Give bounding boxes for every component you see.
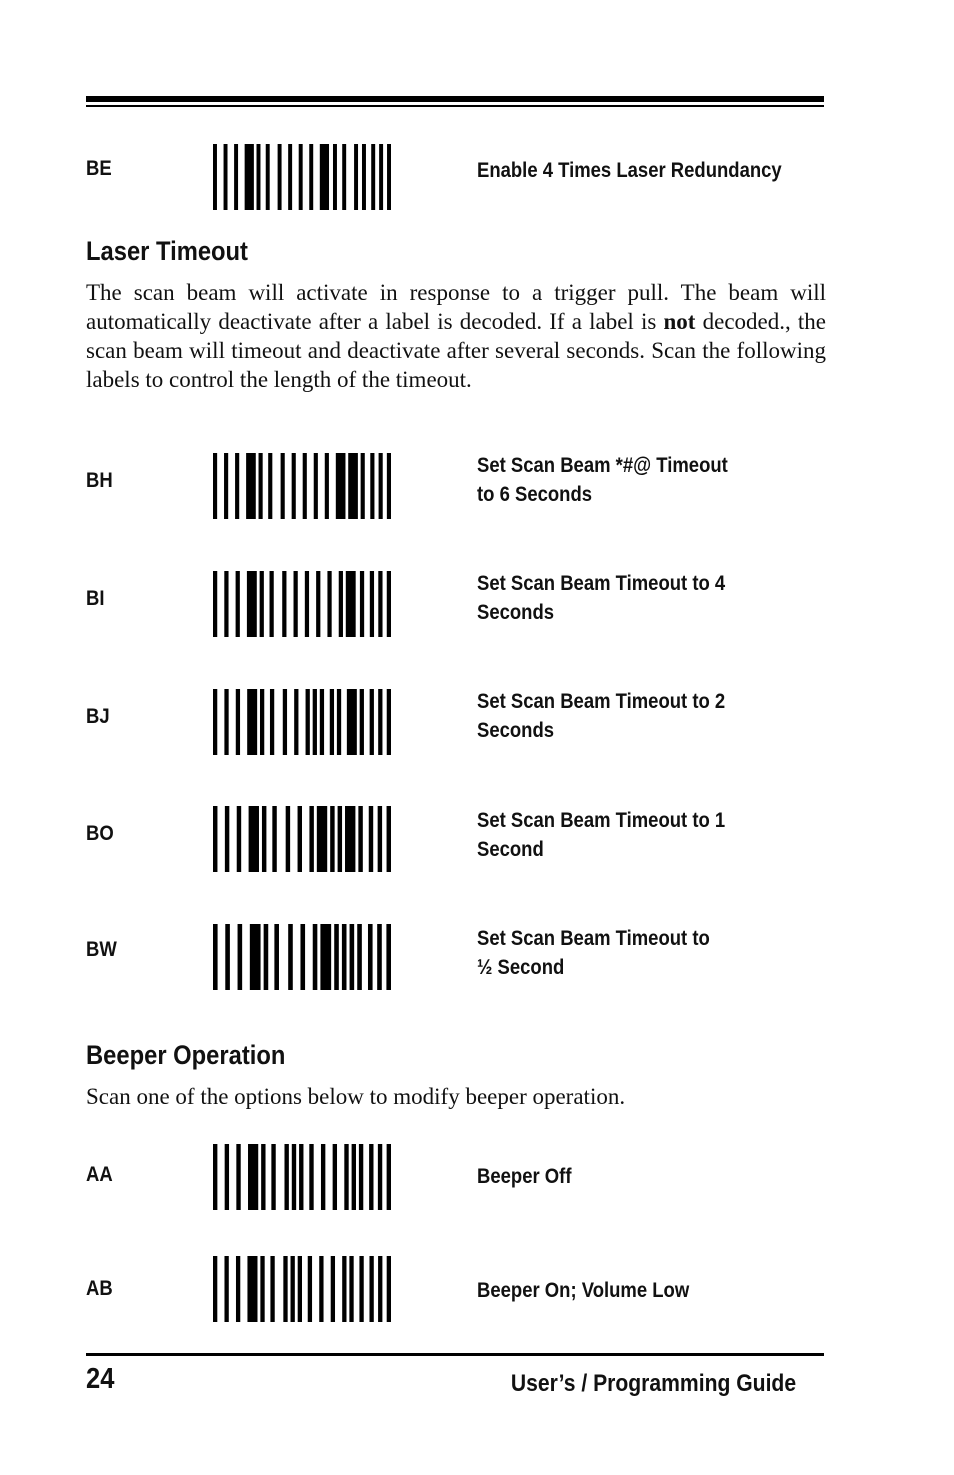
- barcode-be: [213, 144, 391, 210]
- barcode-bar: [317, 806, 327, 872]
- barcode-bar: [342, 1256, 346, 1322]
- barcode-bar: [305, 571, 309, 637]
- row-code: BJ: [86, 705, 110, 728]
- barcode-bar: [259, 453, 263, 519]
- barcode-bar: [360, 571, 364, 637]
- barcode-bar: [213, 144, 217, 210]
- row-code: BH: [86, 469, 113, 492]
- para-text: decoded., the scan beam will timeout and deactivate after several seconds. Scan the following labels to control the length of the timeout.: [86, 309, 827, 392]
- footer-rule: [86, 1353, 824, 1356]
- barcode-bar: [377, 924, 382, 990]
- barcode-bar: [213, 924, 218, 990]
- barcode-bar: [268, 453, 272, 519]
- barcode-bar: [213, 1256, 217, 1322]
- barcode-bar: [260, 571, 264, 637]
- barcode-aa: [213, 1144, 391, 1210]
- barcode-bar: [274, 924, 279, 990]
- barcode-bar: [352, 1144, 356, 1210]
- barcode-bar: [224, 689, 228, 755]
- barcode-bar: [249, 806, 259, 872]
- barcode-bar: [327, 571, 331, 637]
- barcode-bar: [213, 571, 217, 637]
- barcode-bar: [314, 453, 318, 519]
- barcode-bar: [213, 453, 217, 519]
- barcode-bar: [387, 571, 391, 637]
- barcode-bar: [236, 1256, 240, 1322]
- barcode-bar: [234, 144, 238, 210]
- barcode-bar: [270, 1256, 274, 1322]
- barcode-bar: [345, 806, 355, 872]
- barcode-bar: [370, 453, 374, 519]
- barcode-bar: [370, 571, 374, 637]
- barcode-row-aa: [86, 1144, 824, 1210]
- barcode-bar: [247, 571, 257, 637]
- barcode-bar: [337, 689, 341, 755]
- row-label-line: Set Scan Beam *#@ Timeout: [477, 454, 728, 477]
- row-label: [477, 569, 725, 627]
- barcode-bar: [248, 1144, 258, 1210]
- row-label: [477, 687, 725, 745]
- barcode-bar: [225, 924, 230, 990]
- barcode-bar: [298, 1256, 302, 1322]
- barcode-bar: [225, 1144, 229, 1210]
- barcode-bj: [213, 689, 391, 755]
- barcode-bar: [369, 1256, 373, 1322]
- barcode-bar: [306, 689, 310, 755]
- barcode-bar: [369, 806, 373, 872]
- barcode-bar: [299, 1144, 303, 1210]
- row-label-line: Enable 4 Times Laser Redundancy: [477, 159, 782, 182]
- barcode-bar: [387, 453, 391, 519]
- barcode-bar: [292, 1144, 296, 1210]
- para-bold: not: [663, 309, 696, 334]
- barcode-bar: [286, 806, 290, 872]
- barcode-bar: [224, 144, 228, 210]
- barcode-bar: [281, 453, 285, 519]
- barcode-bar: [320, 689, 324, 755]
- row-label: [477, 451, 728, 509]
- barcode-bar: [387, 1256, 391, 1322]
- barcode-bar: [278, 144, 282, 210]
- barcode-bar: [325, 453, 329, 519]
- barcode-bw: [213, 924, 391, 990]
- barcode-bar: [387, 806, 391, 872]
- row-label-line: to 6 Seconds: [477, 483, 593, 506]
- row-label: [477, 1162, 571, 1191]
- row-label-line: Second: [477, 838, 544, 861]
- barcode-bar: [282, 571, 286, 637]
- barcode-bar: [260, 1256, 264, 1322]
- barcode-bar: [350, 924, 355, 990]
- barcode-bar: [316, 571, 320, 637]
- laser-timeout-paragraph: [86, 278, 826, 394]
- barcode-row-bo: [86, 806, 824, 872]
- barcode-bo: [213, 806, 391, 872]
- barcode-bar: [294, 689, 298, 755]
- barcode-bar: [333, 1144, 337, 1210]
- barcode-bar: [362, 144, 366, 210]
- barcode-bar: [245, 144, 254, 210]
- barcode-bar: [321, 1144, 325, 1210]
- barcode-bar: [360, 689, 364, 755]
- barcode-bar: [387, 1144, 391, 1210]
- barcode-bar: [291, 1256, 295, 1322]
- barcode-bar: [348, 453, 358, 519]
- barcode-bar: [213, 1144, 217, 1210]
- barcode-bar: [284, 1144, 288, 1210]
- barcode-bar: [359, 1256, 363, 1322]
- barcode-bar: [357, 924, 362, 990]
- barcode-bar: [250, 924, 261, 990]
- barcode-bar: [371, 144, 375, 210]
- row-code: BE: [86, 157, 112, 180]
- row-label-line: Set Scan Beam Timeout to: [477, 927, 710, 950]
- barcode-row-ab: [86, 1256, 824, 1322]
- row-label-line: Set Scan Beam Timeout to 2: [477, 690, 726, 713]
- section-heading-laser-timeout: Laser Timeout: [86, 236, 248, 266]
- barcode-row-bh: [86, 453, 824, 519]
- barcode-bar: [361, 453, 365, 519]
- barcode-bar: [338, 806, 342, 872]
- barcode-bar: [224, 1256, 228, 1322]
- barcode-bar: [225, 806, 229, 872]
- barcode-bar: [292, 453, 296, 519]
- row-label-line: Set Scan Beam Timeout to 4: [477, 572, 726, 595]
- barcode-bar: [213, 689, 217, 755]
- barcode-bar: [283, 689, 287, 755]
- barcode-bar: [309, 144, 313, 210]
- barcode-bar: [294, 571, 298, 637]
- barcode-bar: [236, 1144, 240, 1210]
- barcode-row-be: [86, 144, 824, 210]
- barcode-bar: [313, 924, 318, 990]
- barcode-bar: [260, 689, 264, 755]
- barcode-bar: [262, 806, 266, 872]
- row-code: AB: [86, 1277, 113, 1300]
- barcode-bar: [270, 689, 274, 755]
- barcode-bar: [349, 1256, 353, 1322]
- barcode-bar: [303, 453, 307, 519]
- footer-title: User’s / Programming Guide: [510, 1370, 796, 1397]
- barcode-bh: [213, 453, 391, 519]
- barcode-bar: [308, 1256, 312, 1322]
- row-label: [477, 1276, 689, 1305]
- page-number: 24: [86, 1363, 115, 1395]
- barcode-bar: [272, 806, 276, 872]
- barcode-bar: [320, 144, 329, 210]
- barcode-bar: [378, 689, 382, 755]
- barcode-bar: [378, 1256, 382, 1322]
- barcode-bar: [370, 689, 374, 755]
- row-label-line: Set Scan Beam Timeout to 1: [477, 809, 726, 832]
- barcode-bar: [236, 689, 240, 755]
- para-text: The scan beam will activate in response to a trigger pull. The beam will automatically deactivate after a label is decoded. If a label is: [86, 280, 826, 334]
- barcode-bar: [309, 806, 313, 872]
- row-label-line: Seconds: [477, 601, 555, 624]
- barcode-bar: [368, 924, 373, 990]
- row-label-line: ½ Second: [477, 956, 565, 979]
- barcode-bar: [379, 453, 383, 519]
- header-rule-thick: [86, 96, 824, 102]
- barcode-bar: [288, 144, 292, 210]
- barcode-bar: [333, 144, 337, 210]
- barcode-bar: [283, 1256, 287, 1322]
- row-label: [477, 156, 782, 185]
- barcode-bar: [369, 1144, 373, 1210]
- barcode-row-bi: [86, 571, 824, 637]
- barcode-bar: [246, 453, 256, 519]
- barcode-bar: [387, 689, 391, 755]
- barcode-bar: [386, 924, 391, 990]
- barcode-bar: [379, 144, 383, 210]
- barcode-bar: [342, 144, 346, 210]
- barcode-bar: [378, 806, 382, 872]
- barcode-bar: [378, 1144, 382, 1210]
- barcode-bar: [339, 571, 343, 637]
- barcode-bar: [247, 1256, 257, 1322]
- barcode-bar: [247, 689, 257, 755]
- row-label: [477, 924, 710, 982]
- section-heading-beeper-operation: Beeper Operation: [86, 1040, 286, 1070]
- barcode-bar: [320, 924, 331, 990]
- row-label-line: Beeper Off: [477, 1165, 572, 1188]
- barcode-bar: [264, 924, 269, 990]
- barcode-bar: [237, 806, 241, 872]
- row-code: BW: [86, 938, 117, 961]
- barcode-bar: [387, 144, 391, 210]
- barcode-ab: [213, 1256, 391, 1322]
- barcode-bar: [309, 1144, 313, 1210]
- barcode-bar: [298, 806, 302, 872]
- barcode-bi: [213, 571, 391, 637]
- barcode-bar: [288, 924, 293, 990]
- barcode-bar: [224, 453, 228, 519]
- barcode-bar: [257, 144, 261, 210]
- barcode-bar: [236, 571, 240, 637]
- barcode-bar: [336, 453, 346, 519]
- barcode-bar: [330, 806, 334, 872]
- barcode-bar: [270, 571, 274, 637]
- barcode-row-bj: [86, 689, 824, 755]
- barcode-bar: [271, 1144, 275, 1210]
- barcode-bar: [235, 453, 239, 519]
- row-code: BO: [86, 822, 114, 845]
- barcode-bar: [354, 144, 358, 210]
- barcode-bar: [347, 689, 357, 755]
- row-code: AA: [86, 1163, 113, 1186]
- barcode-row-bw: [86, 924, 824, 990]
- barcode-bar: [299, 144, 303, 210]
- barcode-bar: [266, 144, 270, 210]
- barcode-bar: [261, 1144, 265, 1210]
- row-label: [477, 806, 725, 864]
- barcode-bar: [358, 806, 362, 872]
- barcode-bar: [359, 1144, 363, 1210]
- row-label-line: Beeper On; Volume Low: [477, 1279, 690, 1302]
- barcode-bar: [213, 806, 217, 872]
- barcode-bar: [300, 924, 305, 990]
- barcode-bar: [342, 924, 347, 990]
- barcode-bar: [334, 924, 339, 990]
- header-rule-thin: [86, 105, 824, 107]
- barcode-bar: [378, 571, 382, 637]
- row-label-line: Seconds: [477, 719, 555, 742]
- barcode-bar: [330, 689, 334, 755]
- barcode-bar: [224, 571, 228, 637]
- barcode-bar: [319, 1256, 323, 1322]
- barcode-bar: [238, 924, 243, 990]
- barcode-bar: [344, 1144, 348, 1210]
- barcode-bar: [331, 1256, 335, 1322]
- barcode-bar: [313, 689, 317, 755]
- barcode-bar: [346, 571, 356, 637]
- row-code: BI: [86, 587, 105, 610]
- beeper-paragraph: Scan one of the options below to modify beeper operation.: [86, 1084, 626, 1109]
